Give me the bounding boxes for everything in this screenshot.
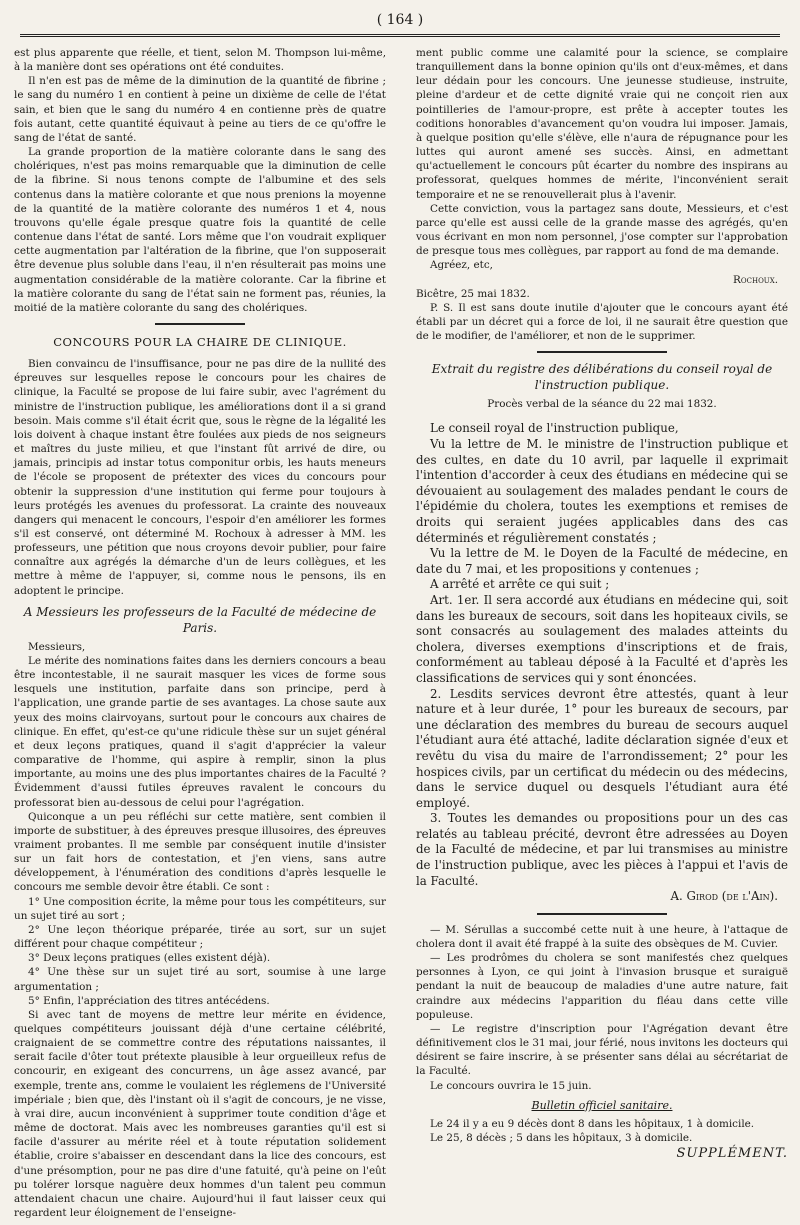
news-item: — Le registre d'inscription pour l'Agrégation devant être définitivement clos le 31 mai, jour férié, nous invitons les docteurs qui désirent se faire inscrire, à se présenter sans délai au sécrétariat de la Faculté.	[416, 1022, 788, 1078]
section-heading: CONCOURS POUR LA CHAIRE DE CLINIQUE.	[53, 334, 347, 349]
paragraph: Bien convaincu de l'insuffisance, pour ne pas dire de la nullité des épreuves sur lesquelles repose le concours pour les chaires de clinique, la Faculté se propose de lui faire subir, avec l'agrément du ministre de l'instruction publique, les améliorations dont il a si grand besoin. Mais comme s'il était écrit que, sous le règne de la légalité les lois doivent à chaque instant être foulées aux pieds de nos seigneurs et maîtres du juste milieu, et que l'instant fût arrivé de dire, ou jamais, principis ad instar totus componitur orbis, les hauts meneurs de l'école se proposent de prétexter des vices du concours pour obtenir la suppression d'une institution qui ferme pour toujours à leurs protégés les avenues du professorat. La crainte des nouveaux dangers qui menacent le concours, l'espoir d'en améliorer les formes s'il est conservé, ont déterminé M. Rochoux à adresser à MM. les professeurs, une pétition que nous croyons devoir publier, pour faire connaître aux agrégés la démarche d'un de leurs collègues, et les mettre à même de l'appuyer, si, comme nous le pensons, ils en adoptent le principe.	[14, 358, 386, 597]
signature: A. Girod (de l'Ain).	[670, 889, 778, 904]
extract-title: Extrait du registre des délibérations du conseil royal de l'instruction publique.	[431, 362, 773, 393]
closing: Agréez, etc,	[430, 259, 493, 272]
section-divider	[537, 913, 667, 915]
paragraph: Vu la lettre de M. le Doyen de la Faculté de médecine, en date du 7 mai, et les propositions y contenues ;	[416, 546, 788, 576]
proces-verbal: Procès verbal de la séance du 22 mai 1832.	[487, 398, 717, 411]
page-header	[0, 12, 800, 42]
paragraph: 3. Toutes les demandes ou propositions pour un des cas relatés au tableau précité, devront être adressées au Doyen de la Faculté de médecine, et par lui transmises au ministre de l'instruction publique, avec les pièces à l'appui et l'avis de la Faculté.	[416, 811, 788, 888]
news-item: — M. Sérullas a succombé cette nuit à une heure, à l'attaque de cholera dont il avait été frappé à la suite des obsèques de M. Cuvier.	[416, 923, 788, 950]
decree-text	[416, 421, 788, 904]
list-item: 3° Deux leçons pratiques (elles existent déjà).	[28, 952, 271, 965]
paragraph: Cette conviction, vous la partagez sans doute, Messieurs, et c'est parce qu'elle est aussi celle de la grande masse des agrégés, qu'en vous écrivant en mon nom personnel, j'ose compter sur l'approbation de presque tous mes collègues, par rapport au fond de ma demande.	[416, 202, 788, 258]
left-column	[14, 46, 386, 1220]
postscript: P. S. Il est sans doute inutile d'ajouter que le concours ayant été établi par un décret qui a force de loi, il ne saurait être question que de le modifier, de l'améliorer, et non de le supprimer.	[416, 301, 788, 343]
paragraph: A arrêté et arrête ce qui suit ;	[430, 577, 610, 592]
list-item: 1° Une composition écrite, la même pour tous les compétiteurs, sur un sujet tiré au sort ;	[14, 895, 386, 922]
supplement-label: SUPPLÉMENT.	[676, 1146, 788, 1162]
bulletin-title: Bulletin officiel sanitaire.	[531, 1098, 673, 1112]
bulletin-line: Le 25, 8 décès ; 5 dans les hôpitaux, 3 à domicile.	[430, 1132, 693, 1145]
paragraph: est plus apparente que réelle, et tient, selon M. Thompson lui-même, à la manière dont ses opérations ont été conduites.	[14, 47, 386, 74]
signature: Rochoux.	[733, 273, 778, 286]
letter-address: A Messieurs les professeurs de la Faculté de médecine de Paris.	[23, 604, 377, 635]
paragraph: Art. 1er. Il sera accordé aux étudians en médecine qui, soit dans les bureaux de secours, soit dans les hopiteaux civils, se sont consacrés au soulagement des malades atteints du cholera, diverses exemptions d'inscriptions et de frais, conformément au tableau déposé à la Faculté et d'après les classifications de services qui y sont énoncées.	[416, 592, 788, 685]
page-number: ( 164 )	[371, 12, 430, 28]
paragraph: Le conseil royal de l'instruction publique,	[430, 421, 679, 436]
dateline: Bicêtre, 25 mai 1832.	[416, 287, 530, 300]
paragraph: Vu la lettre de M. le ministre de l'instruction publique et des cultes, en date du 10 avril, par laquelle il exprimait l'intention d'accorder à ceux des étudians en médecine qui se dévouaient au soulagement des malades pendant le cours de l'épidémie du cholera, toutes les exemptions et remises de droits qui seraient jugées applicables dans des cas déterminés et régulièrement constatés ;	[416, 437, 788, 545]
list-item: 5° Enfin, l'appréciation des titres antécédens.	[28, 994, 270, 1007]
paragraph: Si avec tant de moyens de mettre leur mérite en évidence, quelques compétiteurs jouissant déjà d'une certaine célébrité, craignaient de se commettre contre des réputations naissantes, il serait facile d'ôter tout prétexte plausible à leur orgueilleux refus de concourir, en exigeant des concurrens, un âge assez avancé, par exemple, trente ans, comme le voulaient les réglemens de l'Université impériale ; bien que, dès l'instant où il s'agit de concours, je ne visse, à vrai dire, aucun inconvénient à supprimer toute condition d'âge et même de doctorat. Mais avec les nombreuses garanties qu'il est si facile d'assurer au mérite réel et à toute réputation solidement établie, croire s'abaisser en descendant dans la lice des concours, est d'une présomption, pour ne pas dire d'une fatuité, qu'à peine on l'eût pu tolérer lorsque naguère deux hommes d'un talent peu commun attendaient chacun une chaire. Aujourd'hui il faut laisser ceux qui regardent leur éloignement de l'enseigne-	[14, 1008, 386, 1220]
paragraph: 2. Lesdits services devront être attestés, quant à leur nature et à leur durée, 1° pour les bureaux de secours, par une déclaration des membres du bureau de secours auquel l'étudiant aura été attaché, ladite déclaration signée d'eux et revêtu du visa du maire de l'arrondissement; 2° pour les hospices civils, par un certificat du médecin ou des médecins, dans le service duquel ou desquels l'étudiant aura été employé.	[416, 686, 788, 810]
paragraph: Il n'en est pas de même de la diminution de la quantité de fibrine ; le sang du numéro 1 en contient à peine un dixième de celle de l'état sain, et bien que le sang du numéro 4 en contienne près de quatre fois autant, cette quantité équivaut à peine au tiers de ce qu'offre le sang de l'état de santé.	[14, 75, 386, 144]
section-divider	[155, 323, 245, 325]
right-column	[416, 46, 788, 1161]
list-item: 4° Une thèse sur un sujet tiré au sort, soumise à une large argumentation ;	[14, 966, 386, 993]
news-item: Le concours ouvrira le 15 juin.	[430, 1079, 592, 1092]
paragraph: Le mérite des nominations faites dans les derniers concours a beau être incontestable, il ne saurait masquer les vices de forme sous lesquels une institution, parfaite dans son principe, perd à l'application, une grande partie de ses avantages. La chose saute aux yeux des moins clairvoyans, surtout pour le concours aux chaires de clinique. En effet, qu'est-ce qu'une ridicule thèse sur un sujet général et deux leçons pratiques, quand il s'agit d'apprécier la valeur comparative de l'homme, qui aspire à remplir, sinon la plus importante, au moins une des plus importantes chaires de la Faculté ? Évidemment d'aussi futiles épreuves ravalent le concours du professorat bien au-dessous de celui pour l'agrégation.	[14, 654, 386, 809]
bulletin-line: Le 24 il y a eu 9 décès dont 8 dans les hôpitaux, 1 à domicile.	[430, 1117, 755, 1130]
salutation: Messieurs,	[28, 640, 86, 653]
news-item: — Les prodrômes du cholera se sont manifestés chez quelques personnes à Lyon, ce qui joint à l'invasion brusque et suraiguë pendant la nuit de beaucoup de maladies d'une autre nature, fait craindre aux médecins l'apparition du fléau dans cette ville populeuse.	[416, 952, 788, 1021]
paragraph: ment public comme une calamité pour la science, se complaire tranquillement dans la bonne opinion qu'ils ont d'eux-mêmes, et dans leur dédain pour les concours. Une jeunesse studieuse, instruite, pleine d'ardeur et de cette dignité vraie qui ne conçoit rien aux pointilleries de l'amour-propre, est prête à accepter toutes les coditions honorables d'avancement qu'on voudra lui imposer. Jamais, à quelque position qu'elle s'élève, elle n'aura de répugnance pour les luttes qui auront amené ses succès. Ainsi, en admettant qu'actuellement le concours pût écarter du nombre des inspirans au professorat, quelques hommes de mérite, l'inconvénient serait temporaire et ne se renouvellerait plus à l'avenir.	[416, 47, 788, 201]
paragraph: Quiconque a un peu réfléchi sur cette matière, sent combien il importe de substituer, à des épreuves presque illusoires, des épreuves vraiment probantes. Il me semble par conséquent inutile d'insister sur un fait hors de contestation, et j'en viens, sans autre développement, à l'énumération des conditions d'après lesquelle le concours me semble devoir être établi. Ce sont :	[14, 810, 386, 894]
paragraph: La grande proportion de la matière colorante dans le sang des cholériques, n'est pas moins remarquable que la diminution de celle de la fibrine. Si nous tenons compte de l'albumine et des sels contenus dans la matière colorante et que nous prenions la moyenne de la quantité de la matière colorante des numéros 1 et 4, nous trouvons qu'elle égale presque quatre fois la quantité de celle contenue dans l'état de santé. Lors même que l'on voudrait expliquer cette augmentation par l'altération de la fibrine, que l'on supposerait être devenue plus soluble dans l'eau, il n'en résulterait pas moins une augmentation considérable de la matière colorante. Car la fibrine et la matière colorante du sang de l'état sain ne forment pas, réunies, la moitié de la matière colorante du sang des cholériques.	[14, 146, 386, 314]
header-rule	[20, 34, 780, 37]
section-divider	[537, 351, 667, 353]
list-item: 2° Une leçon théorique préparée, tirée au sort, sur un sujet différent pour chaque compétiteur ;	[14, 923, 386, 951]
